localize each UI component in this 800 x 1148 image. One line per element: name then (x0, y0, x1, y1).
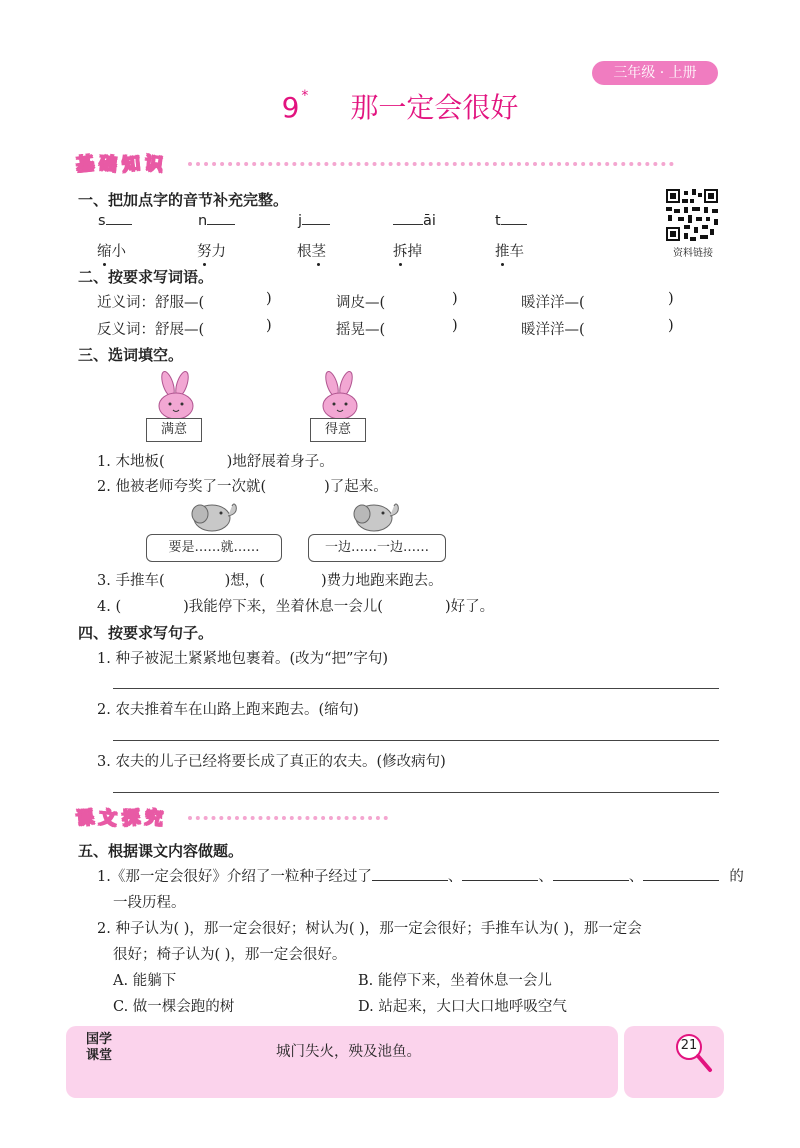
lesson-number: 9 * (281, 88, 309, 124)
section-basic-label: 基础 知识 (75, 153, 165, 176)
word-2: 努力 (197, 240, 226, 261)
rabbit-icon (310, 370, 370, 420)
synonym-close-2: ) (452, 291, 458, 307)
synonym-3: 暖洋洋—( (521, 295, 585, 311)
option-b: B. 能停下来，坐着休息一会儿 (358, 973, 552, 989)
antonym-close-3: ) (668, 318, 674, 334)
synonym-close-3: ) (668, 291, 674, 307)
section-basic-banner (74, 150, 674, 178)
fill-sentence-2: 2. 他被老师夸奖了一次就( )了起来。 (97, 479, 388, 495)
lesson-title: 那一定会很好 (350, 91, 519, 124)
question-3-title: 三、选词填空。 (78, 346, 184, 364)
section-text-banner (74, 804, 394, 832)
question-4-title: 四、按要求写句子。 (78, 624, 214, 642)
answer-line[interactable] (113, 740, 719, 741)
footer-idiom: 城门失火，殃及池鱼。 (276, 1044, 421, 1060)
q5-item-2-line1: 2. 种子认为( )，那一定会很好；树认为( )，那一定会很好；手推车认为( )，那一定会 (97, 921, 642, 937)
word-1: 缩小 (97, 240, 126, 261)
rewrite-prompt-2: 2. 农夫推着车在山路上跑来跑去。(缩句) (97, 702, 359, 718)
antonym-3: 暖洋洋—( (521, 322, 585, 338)
q5-item-1: 1.《那一定会很好》介绍了一粒种子经过了 、 、 、 的 (97, 869, 744, 885)
fill-sentence-3: 3. 手推车( )想，( )费力地跑来跑去。 (97, 573, 443, 589)
option-d: D. 站起来，大口大口地呼吸空气 (358, 999, 567, 1015)
qr-label: 资料链接 (673, 248, 713, 259)
word-3: 根茎 (297, 240, 326, 261)
blank[interactable] (462, 880, 538, 881)
elephant-icon (186, 498, 242, 534)
synonym-2: 调皮—( (336, 295, 386, 311)
section-text-label: 课文 探究 (75, 807, 165, 830)
page-title (0, 86, 800, 126)
blank[interactable] (372, 880, 448, 881)
question-2-title: 二、按要求写词语。 (78, 268, 214, 286)
word-card-1: 满意 (146, 418, 202, 442)
pinyin-blank-3[interactable]: j (298, 213, 330, 229)
rewrite-prompt-1: 1. 种子被泥土紧紧地包裹着。(改为“把”字句) (97, 651, 389, 667)
q5-item-2-line2: 很好；椅子认为( )，那一定会很好。 (113, 947, 347, 963)
fill-sentence-1: 1. 木地板( )地舒展着身子。 (97, 454, 334, 470)
antonym-close-2: ) (452, 318, 458, 334)
antonym-close-1: ) (266, 318, 272, 334)
word-card-3: 要是……就…… (146, 534, 282, 562)
rewrite-prompt-3: 3. 农夫的儿子已经将要长成了真正的农夫。(修改病句) (97, 754, 446, 770)
synonym-close-1: ) (266, 291, 272, 307)
rabbit-icon (146, 370, 206, 420)
dotted-divider (188, 162, 674, 166)
word-card-4: 一边……一边…… (308, 534, 446, 562)
qr-code-icon[interactable] (666, 189, 718, 241)
question-1-title: 一、把加点字的音节补充完整。 (78, 191, 289, 209)
pinyin-blank-1[interactable]: s (98, 213, 132, 229)
synonym-row: 近义词：舒服—( (97, 295, 205, 311)
question-5-title: 五、根据课文内容做题。 (78, 842, 244, 860)
word-4: 拆掉 (393, 240, 422, 261)
dotted-divider (188, 816, 388, 820)
pinyin-blank-2[interactable]: n (198, 213, 235, 229)
page-number: 21 (680, 1038, 698, 1053)
footer-label: 国学 课堂 (86, 1032, 113, 1063)
pinyin-blank-5[interactable]: t (495, 213, 527, 229)
blank[interactable] (643, 880, 719, 881)
option-c: C. 做一棵会跑的树 (113, 999, 235, 1015)
elephant-icon (348, 498, 404, 534)
word-5: 推车 (495, 240, 524, 261)
q5-item-1-cont: 一段历程。 (113, 895, 186, 911)
pinyin-blank-4[interactable]: āi (393, 213, 436, 229)
antonym-2: 摇晃—( (336, 322, 386, 338)
answer-line[interactable] (113, 792, 719, 793)
answer-line[interactable] (113, 688, 719, 689)
blank[interactable] (553, 880, 629, 881)
grade-badge: 三年级 · 上册 (592, 61, 718, 85)
fill-sentence-4: 4. ( )我能停下来，坐着休息一会儿( )好了。 (97, 599, 495, 615)
antonym-row: 反义词：舒展—( (97, 322, 205, 338)
word-card-2: 得意 (310, 418, 366, 442)
option-a: A. 能躺下 (113, 973, 177, 989)
footer-panel (66, 1026, 618, 1098)
